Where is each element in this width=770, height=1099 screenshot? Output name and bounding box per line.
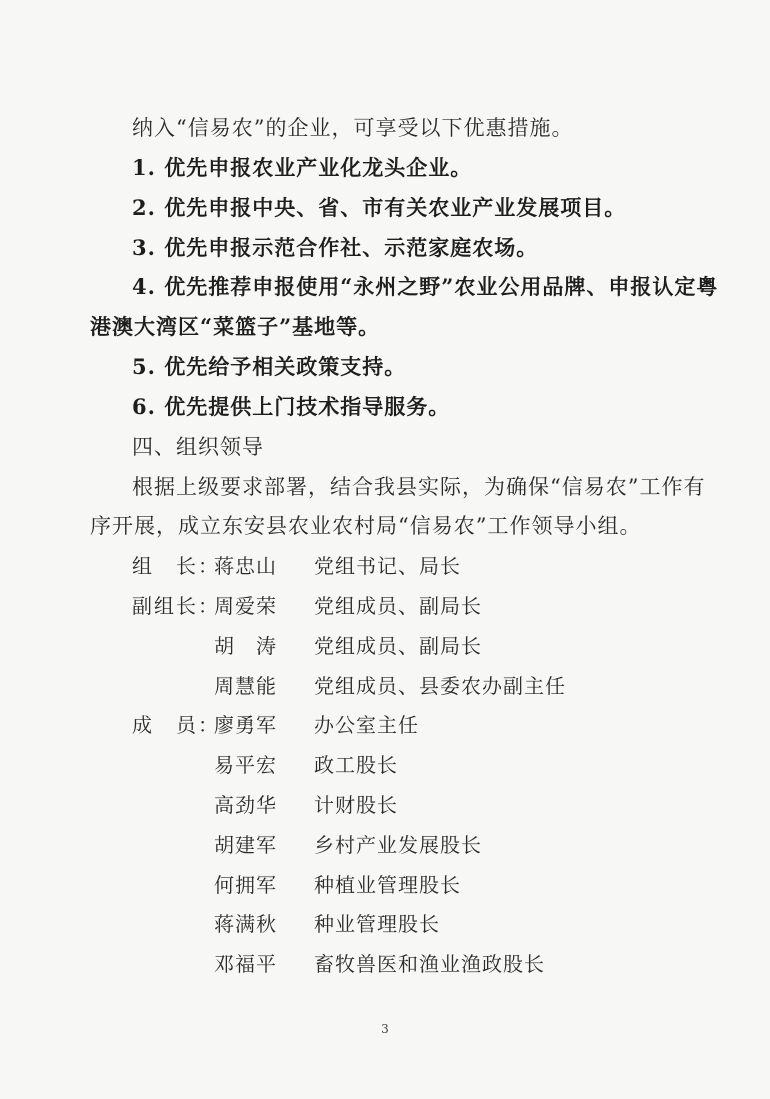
- deputy-label: 副组长：: [132, 594, 220, 618]
- section-heading: 四、组织领导: [132, 435, 264, 459]
- member-name: 邓福平: [214, 952, 277, 976]
- member-role: 办公室主任: [314, 713, 419, 737]
- member-name: 易平宏: [214, 753, 277, 777]
- member-role: 乡村产业发展股长: [314, 833, 482, 857]
- member-name: 廖勇军: [214, 713, 277, 737]
- deputy-role: 党组成员、副局长: [314, 594, 482, 618]
- member-name: 胡建军: [214, 833, 277, 857]
- measure-3: 3. 优先申报示范合作社、示范家庭农场。: [132, 235, 539, 260]
- measure-4: 4. 优先推荐申报使用“永州之野”农业公用品牌、申报认定粤: [132, 274, 719, 299]
- member-role: 种业管理股长: [314, 912, 440, 936]
- member-role: 计财股长: [314, 793, 398, 817]
- member-label: 成 员：: [132, 713, 220, 737]
- member-role: 种植业管理股长: [314, 873, 461, 897]
- leader-label: 组 长：: [132, 554, 220, 578]
- deputy-name: 周慧能: [214, 674, 277, 698]
- measure-6: 6. 优先提供上门技术指导服务。: [132, 394, 451, 419]
- measure-5: 5. 优先给予相关政策支持。: [132, 354, 407, 379]
- member-name: 高劲华: [214, 793, 277, 817]
- leader-name: 蒋忠山: [214, 554, 277, 578]
- paragraph-line-1: 根据上级要求部署，结合我县实际，为确保“信易农”工作有: [132, 475, 706, 499]
- leader-role: 党组书记、局长: [314, 554, 461, 578]
- deputy-role: 党组成员、副局长: [314, 634, 482, 658]
- measure-2: 2. 优先申报中央、省、市有关农业产业发展项目。: [132, 195, 627, 220]
- measure-4-continued: 港澳大湾区“菜篮子”基地等。: [90, 314, 381, 339]
- deputy-name: 周爱荣: [214, 594, 277, 618]
- deputy-role: 党组成员、县委农办副主任: [314, 674, 566, 698]
- member-name: 蒋满秋: [214, 912, 277, 936]
- measure-1: 1. 优先申报农业产业化龙头企业。: [132, 155, 473, 180]
- member-name: 何拥军: [214, 873, 277, 897]
- intro-text: 纳入“信易农”的企业，可享受以下优惠措施。: [132, 116, 574, 140]
- page-number: 3: [381, 1022, 389, 1036]
- member-role: 畜牧兽医和渔业渔政股长: [314, 952, 545, 976]
- deputy-name: 胡 涛: [214, 634, 277, 658]
- paragraph-line-2: 序开展，成立东安县农业农村局“信易农”工作领导小组。: [90, 514, 642, 538]
- member-role: 政工股长: [314, 753, 398, 777]
